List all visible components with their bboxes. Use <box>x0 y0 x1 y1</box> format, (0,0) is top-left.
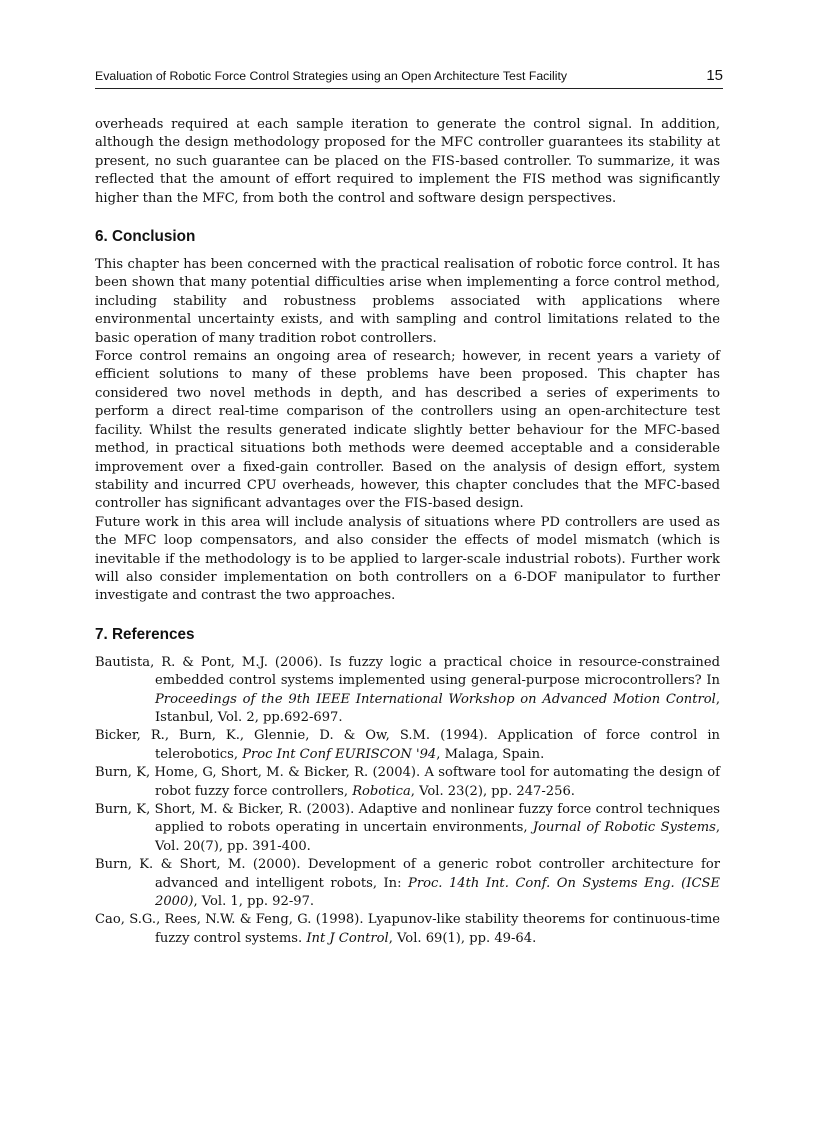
running-header-title: Evaluation of Robotic Force Control Strategies using an Open Architecture Test Facility <box>95 69 568 83</box>
page-body <box>95 116 720 948</box>
reference-entry: Bautista, R. & Pont, M.J. (2006). Is fuzzy logic a practical choice in resource-constrained embedded control systems implemented using general-purpose microcontrollers? In Proceedings of the 9th IEEE International Workshop on Advanced Motion Control, Istanbul, Vol. 2, pp.692-697. <box>95 654 720 725</box>
conclusion-paragraph: This chapter has been concerned with the practical realisation of robotic force control. It has been shown that many potential difficulties arise when implementing a force control method, including stability and robustness problems associated with applications where environmental uncertainty exists, and with sampling and control limitations related to the basic operation of many tradition robot controllers. <box>95 257 720 346</box>
conclusion-heading: 6. Conclusion <box>95 228 196 246</box>
conclusion-paragraph: Force control remains an ongoing area of research; however, in recent years a variety of efficient solutions to many of these problems have been proposed. This chapter has considered two novel methods in depth, and has described a series of experiments to perform a direct real-time comparison of the controllers using an open-architecture test facility. Whilst the results generated indicate slightly better behaviour for the MFC-based method, in practical situations both methods were deemed acceptable and a considerable improvement over a fixed-gain controller. Based on the analysis of design effort, system stability and incurred CPU overheads, however, this chapter concludes that the MFC-based controller has significant advantages over the FIS-based design. <box>95 349 720 512</box>
reference-entry: Burn, K. & Short, M. (2000). Development of a generic robot controller architecture for advanced and intelligent robots, In: Proc. 14th Int. Conf. On Systems Eng. (ICSE 2000), Vol. 1, pp. 92-97. <box>95 857 721 910</box>
reference-entry: Cao, S.G., Rees, N.W. & Feng, G. (1998). Lyapunov-like stability theorems for continuous-time fuzzy control systems. Int J Control, Vol. 69(1), pp. 49-64. <box>95 912 720 946</box>
references-heading: 7. References <box>95 625 195 643</box>
intro-paragraph: overheads required at each sample iteration to generate the control signal. In addition, although the design methodology proposed for the MFC controller guarantees its stability at present, no such guarantee can be placed on the FIS-based controller. To summarize, it was reflected that the amount of effort required to implement the FIS method was significantly higher than the MFC, from both the control and software design perspectives. <box>95 117 720 206</box>
reference-entry: Bicker, R., Burn, K., Glennie, D. & Ow, S.M. (1994). Application of force control in telerobotics, Proc Int Conf EURISCON '94, Malaga, Spain. <box>95 728 720 762</box>
reference-entry: Burn, K, Short, M. & Bicker, R. (2003). Adaptive and nonlinear fuzzy force control techniques applied to robots operating in uncertain environments, Journal of Robotic Systems, Vol. 20(7), pp. 391-400. <box>95 802 720 854</box>
conclusion-paragraph: Future work in this area will include analysis of situations where PD controllers are used as the MFC loop compensators, and also consider the effects of model mismatch (which is inevitable if the methodology is to be applied to larger-scale industrial robots). Further work will also consider implementation on both controllers on a 6-DOF manipulator to further investigate and contrast the two approaches. <box>95 514 720 604</box>
page-number: 15 <box>706 67 723 84</box>
running-header <box>95 66 723 89</box>
reference-entry: Burn, K, Home, G, Short, M. & Bicker, R. (2004). A software tool for automating the design of robot fuzzy force controllers, Robotica, Vol. 23(2), pp. 247-256. <box>95 765 720 799</box>
